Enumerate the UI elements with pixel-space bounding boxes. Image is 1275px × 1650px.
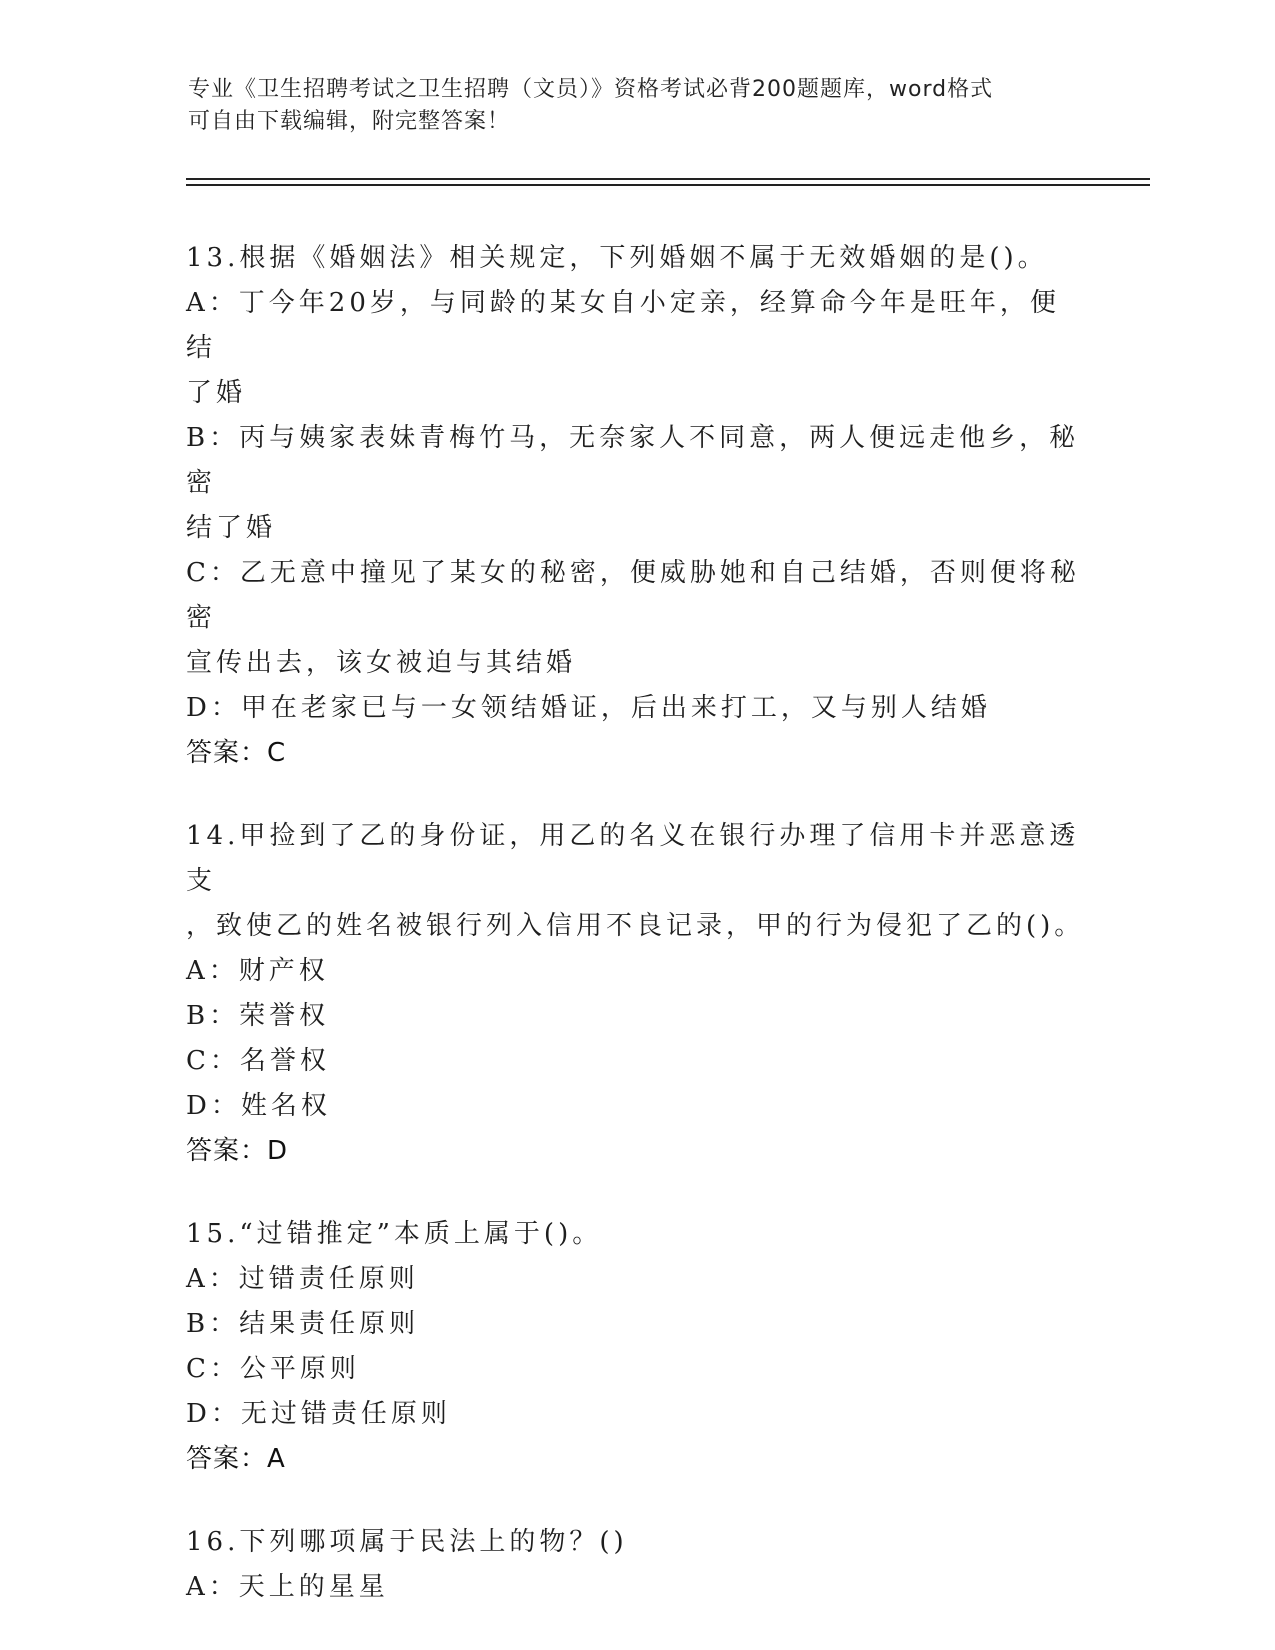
option-c: C：乙无意中撞见了某女的秘密，便威胁她和自己结婚，否则便将秘密 xyxy=(186,558,1080,633)
question-stem: 16.下列哪项属于民法上的物？() xyxy=(186,1527,628,1557)
option-a: A：财产权 xyxy=(186,956,329,986)
option-a: A：天上的星星 xyxy=(186,1572,389,1602)
option-d: D：无过错责任原则 xyxy=(186,1399,451,1429)
option-a: A：过错责任原则 xyxy=(186,1264,419,1294)
question-13 xyxy=(186,236,1086,776)
question-15 xyxy=(186,1212,1086,1482)
option-c-continued: 宣传出去，该女被迫与其结婚 xyxy=(186,648,577,678)
option-a: A：丁今年20岁，与同龄的某女自小定亲，经算命今年是旺年，便结 xyxy=(186,288,1060,363)
question-stem: 15.“过错推定”本质上属于()。 xyxy=(186,1219,603,1249)
question-stem: 14.甲捡到了乙的身份证，用乙的名义在银行办理了信用卡并恶意透支 xyxy=(186,821,1080,896)
option-b: B：荣誉权 xyxy=(186,1001,330,1031)
answer: 答案：A xyxy=(186,1444,286,1474)
option-b: B：丙与姨家表妹青梅竹马，无奈家人不同意，两人便远走他乡，秘密 xyxy=(186,423,1080,498)
option-d: D：姓名权 xyxy=(186,1091,331,1121)
option-a-continued: 了婚 xyxy=(186,378,247,408)
question-list xyxy=(186,236,1086,1648)
document-header xyxy=(188,74,1088,138)
answer: 答案：C xyxy=(186,738,287,768)
option-d: D：甲在老家已与一女领结婚证，后出来打工，又与别人结婚 xyxy=(186,693,991,723)
question-16 xyxy=(186,1520,1086,1610)
question-stem: 13.根据《婚姻法》相关规定，下列婚姻不属于无效婚姻的是()。 xyxy=(186,243,1048,273)
option-c: C：公平原则 xyxy=(186,1354,360,1384)
header-line-2: 可自由下载编辑，附完整答案！ xyxy=(188,109,511,134)
header-divider-bottom xyxy=(186,184,1150,186)
option-b-continued: 结了婚 xyxy=(186,513,277,543)
question-stem-continued: ，致使乙的姓名被银行列入信用不良记录，甲的行为侵犯了乙的()。 xyxy=(186,911,1085,941)
header-divider-top xyxy=(186,178,1150,180)
option-b: B：结果责任原则 xyxy=(186,1309,420,1339)
question-14 xyxy=(186,814,1086,1174)
header-line-1: 专业《卫生招聘考试之卫生招聘（文员）》资格考试必背200题题库，word格式 xyxy=(188,77,994,102)
answer: 答案：D xyxy=(186,1136,289,1166)
option-c: C：名誉权 xyxy=(186,1046,330,1076)
